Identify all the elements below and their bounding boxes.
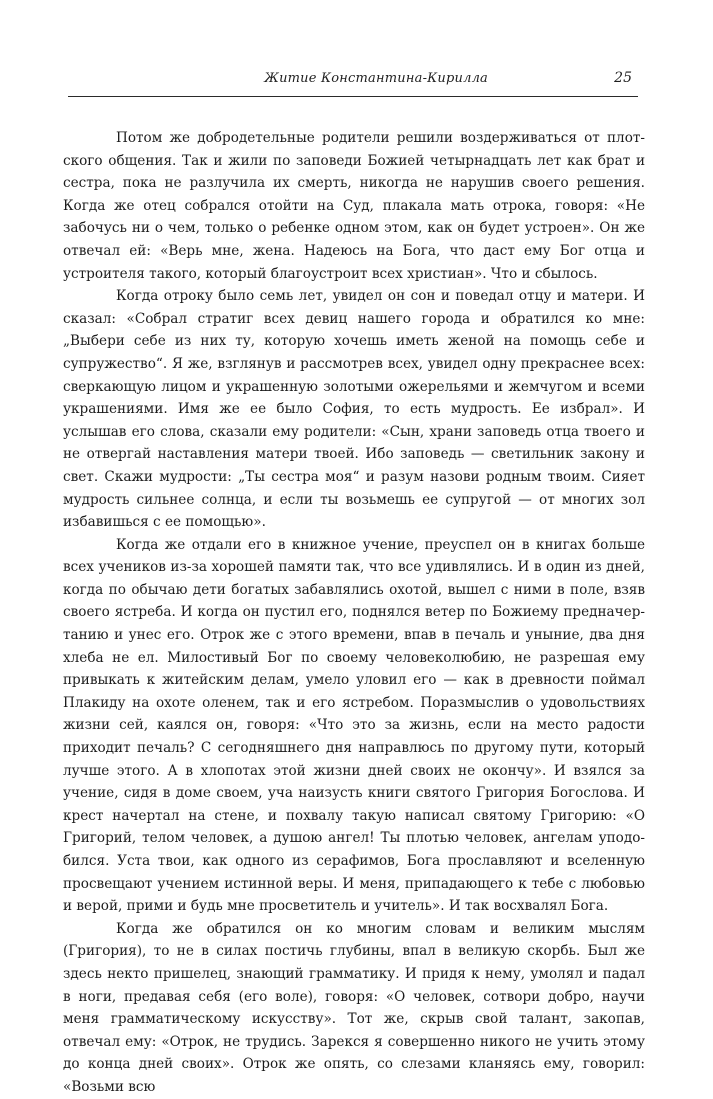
page-header [68, 71, 638, 91]
paragraph: Когда же обратился он ко многим словам и великим мыслям (Григория), то не в силах постичь глубины, впал в великую скорбь. Был же здесь некто пришелец, знающий грамматику. И придя к нему, умолял и падал в ноги, предавая себя (его воле), говоря: «О человек, сотвори добро, научи меня грамматическому искусству». Тот же, скрыв свой талант, закопав, отвечал ему: «Отрок, не трудись. Зарекся я совершенно никого не учить этому до конца дней своих». Отрок же опять, со слезами кланяясь ему, говорил: «Возьми всю [63, 920, 645, 1095]
running-title: Житие Константина-Кирилла [264, 71, 488, 86]
header-rule [68, 96, 638, 97]
paragraph: Потом же добродетельные родители решили воздерживаться от плотского общения. Так и жили по заповеди Божией четырнадцать лет как брат и сестра, пока не разлучила их смерть, никогда не нарушив своего решения. Когда же отец собрался отойти на Суд, плакала мать отрока, говоря: «Не забочусь ни о чем, только о ребенке одном этом, как он будет устроен». Он же отвечал ей: «Верь мне, жена. Надеюсь на Бога, что даст ему Бог отца и устроителя такого, который благоустроит всех христиан». Что и сбылось. [63, 130, 645, 282]
page-number: 25 [614, 70, 632, 86]
paragraph: Когда же отдали его в книжное учение, преуспел он в книгах больше всех учеников из-за хорошей памяти так, что все удивлялись. И в один из дней, когда по обычаю дети богатых забавлялись охотой, вышел с ними в поле, взяв своего ястреба. И когда он пустил его, поднялся ветер по Божиему предначертанию и унес его. Отрок же с этого времени, впав в печаль и уныние, два дня хлеба не ел. Милостивый Бог по своему человеколюбию, не разрешая ему привыкать к житейским делам, умело уловил его — как в древности поймал Плакиду на охоте оленем, так и его ястребом. Поразмыслив о удовольствиях жизни сей, каялся он, говоря: «Что это за жизнь, если на место радости приходит печаль? С сегодняшнего дня направлюсь по другому пути, который лучше этого. А в хлопотах этой жизни дней своих не окончу». И взялся за учение, сидя в доме своем, уча наизусть книги святого Григория Богослова. И крест начертал на стене, и похвалу такую написал святому Григорию: «О Григорий, телом человек, а душою ангел! Ты плотью человек, ангелам уподобился. Уста твои, как одного из серафимов, Бога прославляют и вселенную просвещают учением истинной веры. И меня, припадающего к тебе с любовью и верой, прими и будь мне просветитель и учитель». И так восхвалял Бога. [63, 536, 645, 915]
paragraph: Когда отроку было семь лет, увидел он сон и поведал отцу и матери. И сказал: «Собрал стратиг всех девиц нашего города и обратился ко мне: „Выбери себе из них ту, которую хочешь иметь женой на помощь себе и супружество“. Я же, взглянув и рассмотрев всех, увидел одну прекраснее всех: сверкающую лицом и украшенную золотыми ожерельями и жемчугом и всеми украшениями. Имя же ее было София, то есть мудрость. Ее избрал». И услышав его слова, сказали ему родители: «Сын, храни заповедь отца твоего и не отвергай наставления матери твоей. Ибо заповедь — светильник закону и свет. Скажи мудрости: „Ты сестра моя“ и разум назови родным твоим. Сияет мудрость сильнее солнца, и если ты возьмешь ее супругой — от многих зол избавишься с ее помощью». [63, 288, 645, 531]
body-text [63, 127, 645, 1099]
